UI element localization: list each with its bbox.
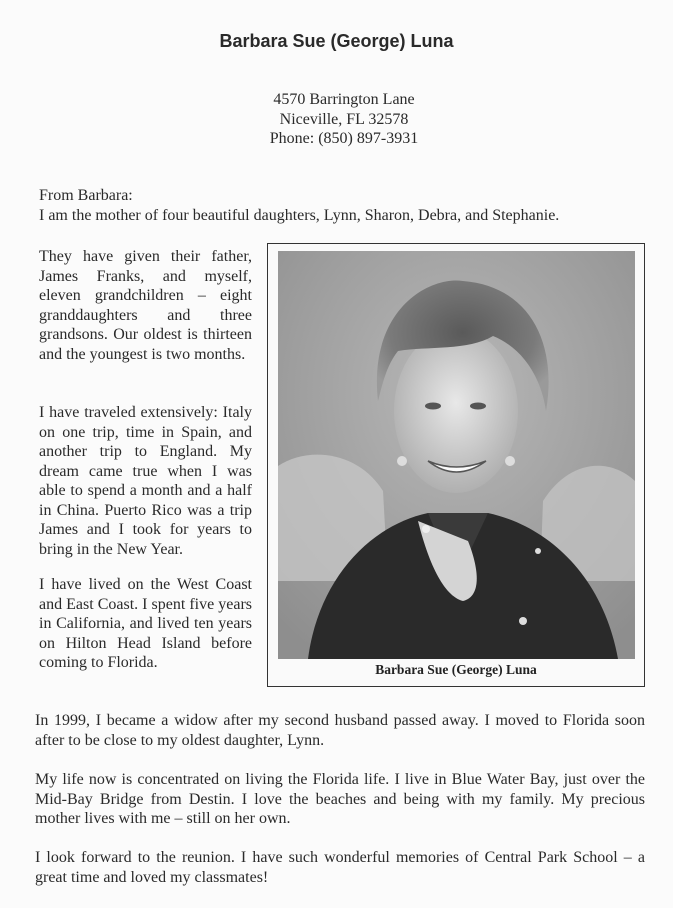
phone-number: Phone: (850) 897-3931 [269,130,419,147]
paragraph-widow: In 1999, I became a widow after my second husband passed away. I moved to Florida soon after to be close to my oldest daughter, Lynn. [35,712,645,749]
portrait-image [278,251,635,659]
address-line-1: 4570 Barrington Lane [273,91,415,108]
photo-frame [267,243,645,687]
photo-caption: Barbara Sue (George) Luna [375,662,537,677]
paragraph-florida-life: My life now is concentrated on living the Florida life. I live in Blue Water Bay, just over the Mid-Bay Bridge from Destin. I love the beaches and being with my family. My precious mother lives with me – still on her own. [35,771,645,827]
paragraph-reunion: I look forward to the reunion. I have such wonderful memories of Central Park School – a great time and loved my classmates! [35,849,645,886]
paragraph-travel: I have traveled extensively: Italy on one trip, time in Spain, and another trip to England. My dream came true when I was able to spend a month and a half in China. Puerto Rico was a trip James and I took for years to bring in the New Year. [39,404,252,558]
address-line-2: Niceville, FL 32578 [279,110,409,128]
paragraph-residence: I have lived on the West Coast and East Coast. I spent five years in California, and lived ten years on Hilton Head Island before coming to Florida. [39,576,252,671]
intro-from: From Barbara: [39,187,133,204]
contact-block [0,90,673,149]
page-title: Barbara Sue (George) Luna [219,31,454,51]
intro-line: I am the mother of four beautiful daughters, Lynn, Sharon, Debra, and Stephanie. [39,206,560,224]
paragraph-grandchildren: They have given their father, James Franks, and myself, eleven grandchildren – eight granddaughters and three grandsons. Our oldest is thirteen and the youngest is two months. [39,248,252,363]
portrait-photo [278,251,635,659]
intro-block [39,186,559,225]
